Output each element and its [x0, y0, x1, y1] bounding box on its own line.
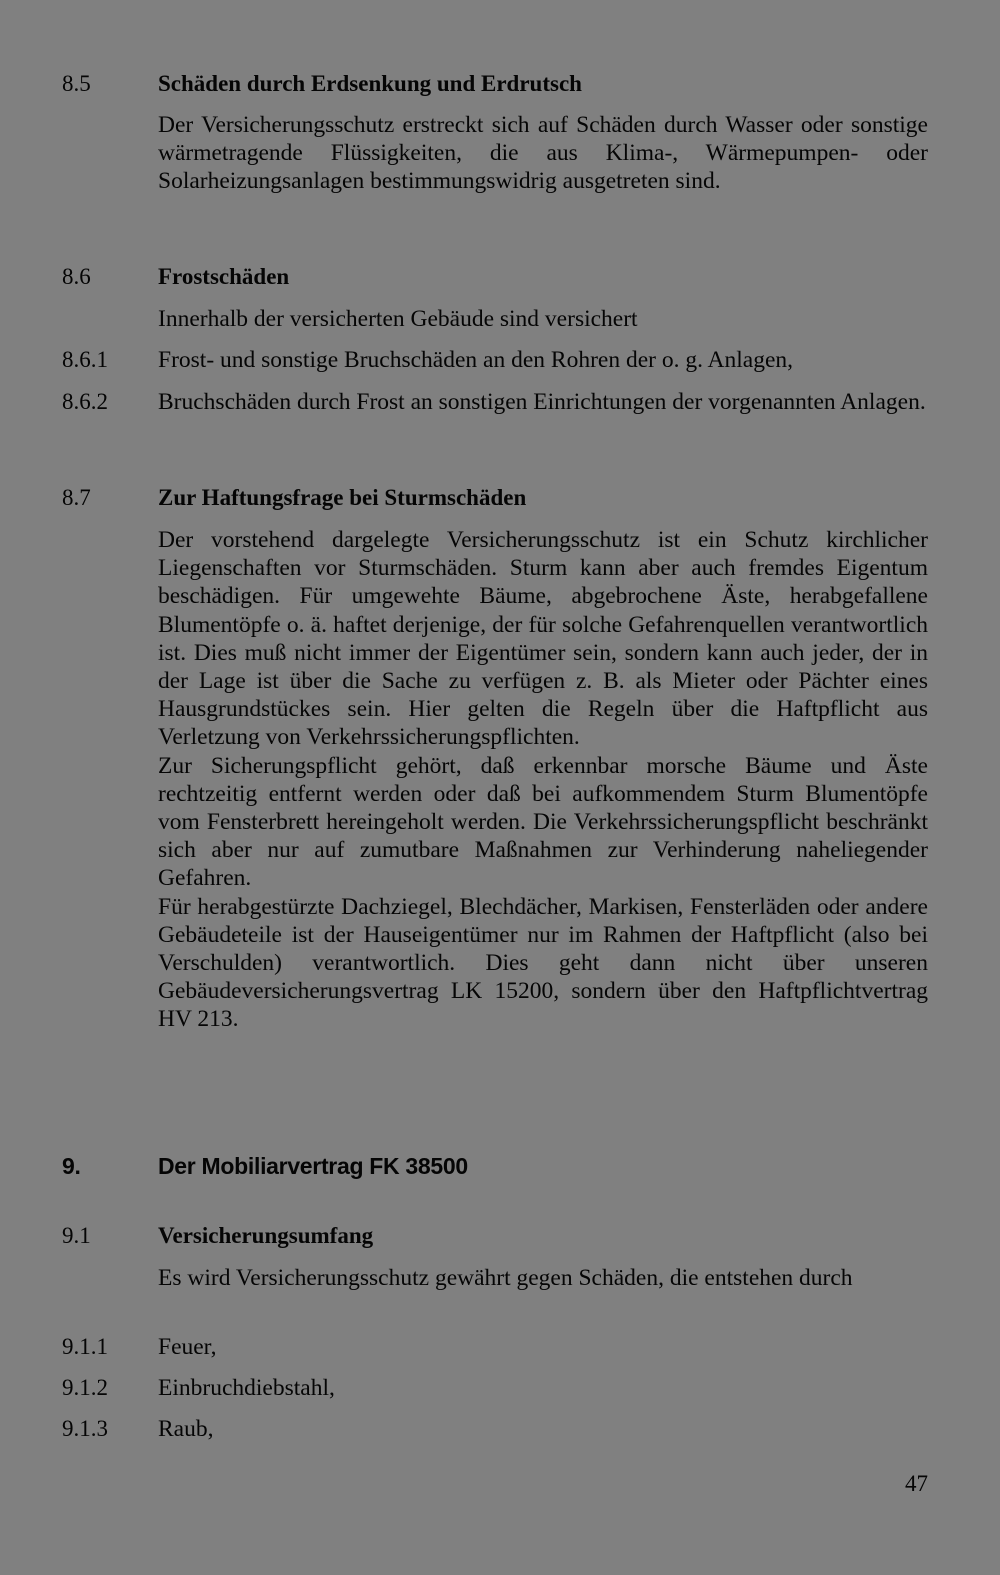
- item-text-9-1-3: Raub,: [158, 1416, 214, 1442]
- section-intro-8-6: Innerhalb der versicherten Gebäude sind versichert: [158, 306, 638, 332]
- paragraph: Zur Sicherungspflicht gehört, daß erkennbar morsche Bäume und Äste rechtzeitig entfernt werden oder daß bei aufkommendem Sturm Blumentöpfe vom Fensterbrett hereingeholt werden. Die Verkehrssicherungspflicht beschränkt sich aber nur auf zumutbare Maßnahmen zur Verhinderung naheliegender Gefahren.: [158, 752, 928, 892]
- item-number-9-1-1: 9.1.1: [62, 1334, 108, 1359]
- section-intro-9-1: Es wird Versicherungsschutz gewährt gegen Schäden, die entstehen durch: [158, 1265, 853, 1291]
- section-heading-8-7: Zur Haftungsfrage bei Sturmschäden: [158, 485, 527, 510]
- item-number-8-6-1: 8.6.1: [62, 347, 108, 372]
- section-heading-8-6: Frostschäden: [158, 264, 290, 289]
- item-text-9-1-1: Feuer,: [158, 1334, 217, 1360]
- chapter-number-9: 9.: [62, 1153, 81, 1179]
- paragraph: Der vorstehend dargelegte Versicherungsschutz ist ein Schutz kirchlicher Liegenschaften vor Sturmschäden. Sturm kann aber auch fremdes Eigentum beschädigen. Für umgewehte Bäume, abgebrochene Äste, herabgefallene Blumentöpfe o. ä. haftet derjenige, der für solche Gefahrenquellen verantwortlich ist. Dies muß nicht immer der Eigentümer sein, sondern kann auch jeder, der in der Lage ist über die Sache zu verfügen z. B. als Mieter oder Pächter eines Hausgrundstückes sein. Hier gelten die Regeln über die Haftpflicht aus Verletzung von Verkehrssicherungspflichten.: [158, 527, 928, 751]
- item-number-9-1-3: 9.1.3: [62, 1416, 108, 1441]
- page-number: 47: [905, 1471, 928, 1496]
- chapter-heading-9: Der Mobiliarvertrag FK 38500: [158, 1153, 468, 1179]
- item-number-9-1-2: 9.1.2: [62, 1375, 108, 1400]
- section-text-8-7: [158, 526, 928, 1034]
- item-text-8-6-1: Frost- und sonstige Bruchschäden an den Rohren der o. g. Anlagen,: [158, 347, 794, 373]
- section-text-8-5: [158, 111, 928, 196]
- section-heading-8-5: Schäden durch Erdsenkung und Erdrutsch: [158, 71, 582, 96]
- paragraph: Der Versicherungsschutz erstreckt sich auf Schäden durch Wasser oder sonstige wärmetragende Flüssigkeiten, die aus Klima-, Wärmepumpen- oder Solarheizungsanlagen bestimmungswidrig ausgetreten sind.: [158, 112, 928, 195]
- item-number-8-6-2: 8.6.2: [62, 389, 108, 414]
- section-number-9-1: 9.1: [62, 1223, 91, 1248]
- section-number-8-5: 8.5: [62, 71, 91, 96]
- section-number-8-6: 8.6: [62, 264, 91, 289]
- section-heading-9-1: Versicherungsumfang: [158, 1223, 374, 1248]
- paragraph: Für herabgestürzte Dachziegel, Blechdächer, Markisen, Fensterläden oder andere Gebäudeteile ist der Hauseigentümer nur im Rahmen der Haftpflicht (also bei Verschulden) verantwortlich. Dies geht dann nicht über unseren Gebäudeversicherungsvertrag LK 15200, sondern über den Haftpflichtvertrag HV 213.: [158, 893, 928, 1033]
- item-text-9-1-2: Einbruchdiebstahl,: [158, 1375, 335, 1401]
- section-number-8-7: 8.7: [62, 485, 91, 510]
- item-text-8-6-2: Bruchschäden durch Frost an sonstigen Einrichtungen der vorgenannten Anlagen.: [158, 389, 926, 415]
